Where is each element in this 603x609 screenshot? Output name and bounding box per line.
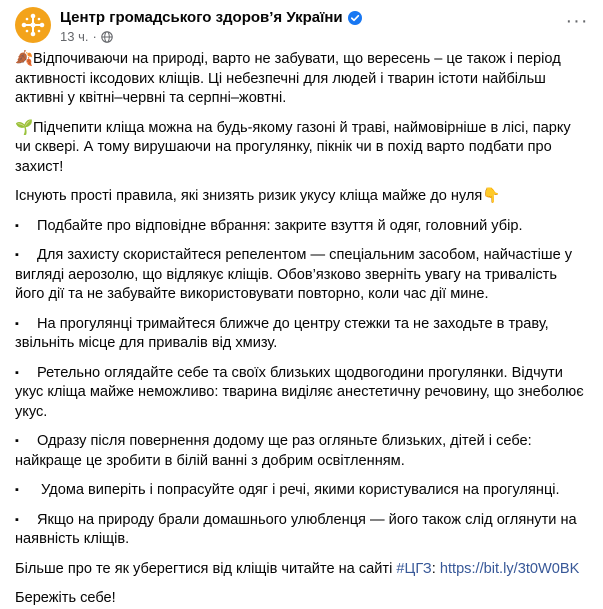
bullet-icon: ▪	[15, 317, 19, 330]
post-timestamp[interactable]: 13 ч.	[60, 29, 89, 44]
list-item	[15, 315, 585, 354]
list-item	[15, 432, 585, 471]
list-item-text: Для захисту скористайтеся репелентом — спеціальним засобом, найчастіше у вигляді аерозолю, що відлякує кліщів. Обов’язково зверніть увагу на тривалість його дії та не забувайте використовувати повторно, коли час дії мине.	[15, 247, 573, 302]
globe-icon	[101, 31, 113, 43]
list-item	[15, 217, 585, 237]
list-item-text: На прогулянці тримайтеся ближче до центру стежки та не заходьте в траву, звільніть місце для привалів від хмизу.	[15, 315, 549, 351]
list-item-text: Якщо на природу брали домашнього улюбленця — його також слід оглянути на наявність кліщів.	[15, 511, 577, 547]
list-item-text: Удома виперіть і попрасуйте одяг і речі, якими користувалися на прогулянці.	[37, 482, 560, 498]
list-item	[15, 364, 585, 423]
bullet-icon: ▪	[15, 219, 19, 232]
post-time-row	[60, 29, 593, 44]
bullet-icon: ▪	[15, 513, 19, 526]
paragraph-text: Існують прості правила, які знизять ризик укусу кліща майже до нуля	[15, 188, 483, 204]
paragraph-text: Більше про те як уберегтися від кліщів читайте на сайті	[15, 560, 393, 577]
list-item	[15, 246, 585, 305]
paragraph-intro-autumn	[15, 50, 585, 109]
leaf-emoji-icon: 🍂	[15, 51, 34, 67]
seedling-emoji-icon: 🌱	[15, 119, 34, 136]
paragraph-closing	[15, 589, 585, 609]
list-item	[15, 481, 585, 501]
more-options-button[interactable]: ···	[565, 10, 589, 32]
post-text	[15, 50, 593, 609]
paragraph-text: Підчепити кліща можна на будь-якому газоні й траві, наймовірніше в лісі, парку чи сквері. А тому вирушаючи на прогулянку, пікнік чи в похід варто подбати про захист!	[15, 119, 571, 175]
cross-logo-icon	[20, 12, 46, 38]
list-item-text: Ретельно оглядайте себе та своїх близьких щодвогодини прогулянки. Відчути укус кліща майже неможливо: тварина виділяє анестетичну речовину, що знеболює укус.	[15, 364, 584, 420]
bullet-icon: ▪	[15, 484, 19, 496]
post-meta	[60, 6, 593, 44]
pointing-down-emoji-icon: 👇	[482, 188, 501, 204]
paragraph-text: Відпочиваючи на природі, варто не забувати, що вересень – це також і період активності іксодових кліщів. Ці небезпечні для людей і тварин істоти найбільш активні у квітні–червні та серпні–жовтні.	[15, 51, 561, 106]
list-item	[15, 511, 585, 550]
paragraph-more-info	[15, 560, 585, 580]
bullet-icon: ▪	[15, 435, 19, 447]
page-name[interactable]: Центр громадського здоров’я України	[60, 9, 343, 26]
hashtag-link[interactable]: #ЦГЗ	[396, 560, 432, 577]
external-link[interactable]: https://bit.ly/3t0W0BK	[439, 560, 580, 577]
meta-separator: ·	[92, 29, 97, 44]
list-item-text: Одразу після повернення додому ще раз огляньте близьких, дітей і себе: найкраще це зробити в білій ванні з добрим освітленням.	[15, 433, 532, 469]
paragraph-where-ticks	[15, 119, 585, 178]
paragraph-rules-intro	[15, 187, 585, 207]
colon: :	[431, 560, 436, 577]
list-item-text: Подбайте про відповідне вбрання: закрите взуття й одяг, головний убір.	[37, 217, 523, 234]
verified-badge-icon	[348, 11, 362, 25]
paragraph-text: Бережіть себе!	[15, 590, 116, 606]
bullet-icon: ▪	[15, 366, 19, 379]
page-avatar[interactable]	[15, 7, 51, 43]
page-name-row	[60, 9, 593, 26]
bullet-icon: ▪	[15, 249, 19, 261]
post-header	[15, 6, 593, 50]
